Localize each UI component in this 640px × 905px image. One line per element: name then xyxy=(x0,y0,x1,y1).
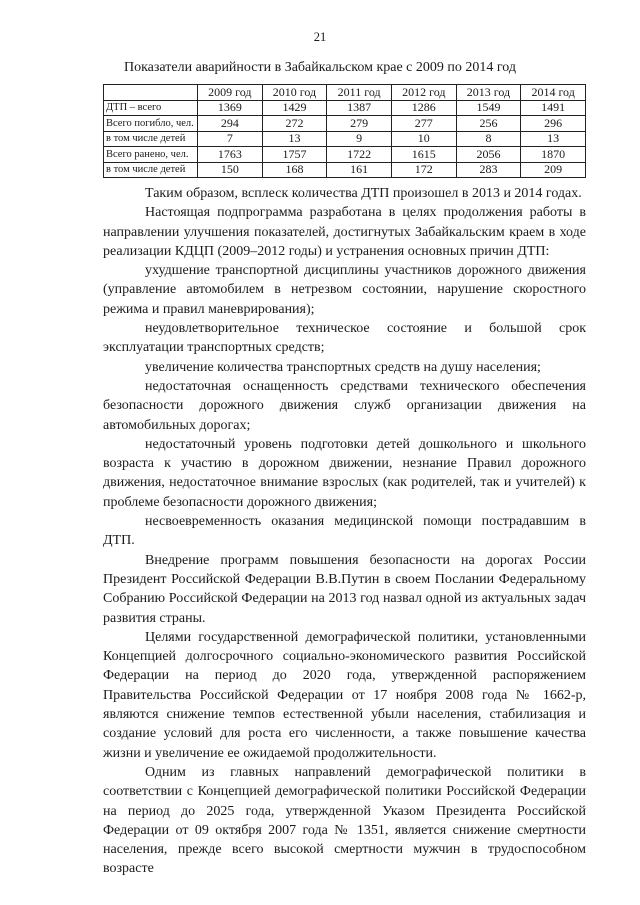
table-cell: 1491 xyxy=(521,100,586,116)
header-cell: 2010 год xyxy=(262,85,327,101)
header-cell: 2013 год xyxy=(456,85,521,101)
row-label: ДТП – всего xyxy=(104,100,198,116)
table-cell: 1549 xyxy=(456,100,521,116)
table-cell: 1429 xyxy=(262,100,327,116)
paragraph: Одним из главных направлений демографической политики в соответствии с Концепцией демографической политики Российской Федерации на период до 2025 года, утвержденной Указом Президента Российской Федерации от 09 октября 2007 года № 1351, является снижение смертности населения, прежде всего высокой смертности мужчин в трудоспособном возрасте xyxy=(103,764,586,877)
table-cell: 272 xyxy=(262,116,327,132)
table-cell: 277 xyxy=(391,116,456,132)
list-item: недостаточный уровень подготовки детей дошкольного и школьного возраста к участию в дорожном движении, незнание Правил дорожного движения, недостаточное внимание взрослых (как родителей, так и учителей) к проблеме безопасности дорожного движения; xyxy=(103,436,586,510)
table-row xyxy=(104,116,586,132)
row-label: в том числе детей xyxy=(104,131,198,147)
table-cell: 1286 xyxy=(391,100,456,116)
paragraph: Таким образом, всплеск количества ДТП произошел в 2013 и 2014 годах. xyxy=(145,186,582,201)
row-label: Всего погибло, чел. xyxy=(104,116,198,132)
table-cell: 172 xyxy=(391,162,456,178)
table-cell: 8 xyxy=(456,131,521,147)
list-item: несвоевременность оказания медицинской помощи пострадавшим в ДТП. xyxy=(103,514,586,549)
document-body xyxy=(103,184,586,879)
table-row xyxy=(104,162,586,178)
table-cell: 256 xyxy=(456,116,521,132)
table-cell: 150 xyxy=(198,162,263,178)
table-cell: 209 xyxy=(521,162,586,178)
list-item: недостаточная оснащенность средствами технического обеспечения безопасности дорожного движения служб организации движения на автомобильных дорогах; xyxy=(103,378,586,433)
paragraph: Целями государственной демографической политики, установленными Концепцией долгосрочного социально-экономического развития Российской Федерации на период до 2020 года, утвержденной распоряжением Правительства Российской Федерации от 17 ноября 2008 года № 1662-р, являются снижение темпов естественной убыли населения, стабилизация и создание условий для роста его численности, а также повышение качества жизни и увеличение ее ожидаемой продолжительности. xyxy=(103,629,586,761)
table-cell: 1615 xyxy=(391,147,456,163)
table-cell: 1722 xyxy=(327,147,392,163)
table-cell: 10 xyxy=(391,131,456,147)
table-row xyxy=(104,147,586,163)
header-cell: 2011 год xyxy=(327,85,392,101)
table-title: Показатели аварийности в Забайкальском крае с 2009 по 2014 год xyxy=(123,60,517,75)
table-cell: 1757 xyxy=(262,147,327,163)
table-cell: 283 xyxy=(456,162,521,178)
table-cell: 9 xyxy=(327,131,392,147)
list-item: неудовлетворительное техническое состояние и большой срок эксплуатации транспортных средств; xyxy=(103,321,586,356)
accident-statistics-table xyxy=(103,84,586,178)
table-cell: 1870 xyxy=(521,147,586,163)
table-cell: 1763 xyxy=(198,147,263,163)
header-cell: 2009 год xyxy=(198,85,263,101)
table-row xyxy=(104,100,586,116)
table-cell: 161 xyxy=(327,162,392,178)
header-cell xyxy=(104,85,198,101)
table-cell: 1387 xyxy=(327,100,392,116)
table-cell: 2056 xyxy=(456,147,521,163)
row-label: Всего ранено, чел. xyxy=(104,147,198,163)
paragraph: Настоящая подпрограмма разработана в целях продолжения работы в направлении улучшения показателей, достигнутых Забайкальским краем в ходе реализации КДЦП (2009–2012 годы) и устранения основных причин ДТП: xyxy=(103,205,586,259)
header-cell: 2014 год xyxy=(521,85,586,101)
header-cell: 2012 год xyxy=(391,85,456,101)
list-item: увеличение количества транспортных средств на душу населения; xyxy=(145,359,541,375)
table-cell: 13 xyxy=(262,131,327,147)
table-cell: 13 xyxy=(521,131,586,147)
row-label: в том числе детей xyxy=(104,162,198,178)
table-row xyxy=(104,131,586,147)
paragraph: Внедрение программ повышения безопасности на дорогах России Президент Российской Федерации В.В.Путин в своем Послании Федеральному Собранию Российской Федерации на 2013 год назвал одной из актуальных задач развития страны. xyxy=(103,552,586,626)
table-cell: 279 xyxy=(327,116,392,132)
table-cell: 168 xyxy=(262,162,327,178)
page-number: 21 xyxy=(313,30,327,44)
table-header-row xyxy=(104,85,586,101)
table-cell: 296 xyxy=(521,116,586,132)
table-cell: 294 xyxy=(198,116,263,132)
list-item: ухудшение транспортной дисциплины участников дорожного движения (управление автомобилем в нетрезвом состоянии, нарушение скоростного режима и правил маневрирования); xyxy=(103,263,586,317)
table-cell: 1369 xyxy=(198,100,263,116)
table-cell: 7 xyxy=(198,131,263,147)
